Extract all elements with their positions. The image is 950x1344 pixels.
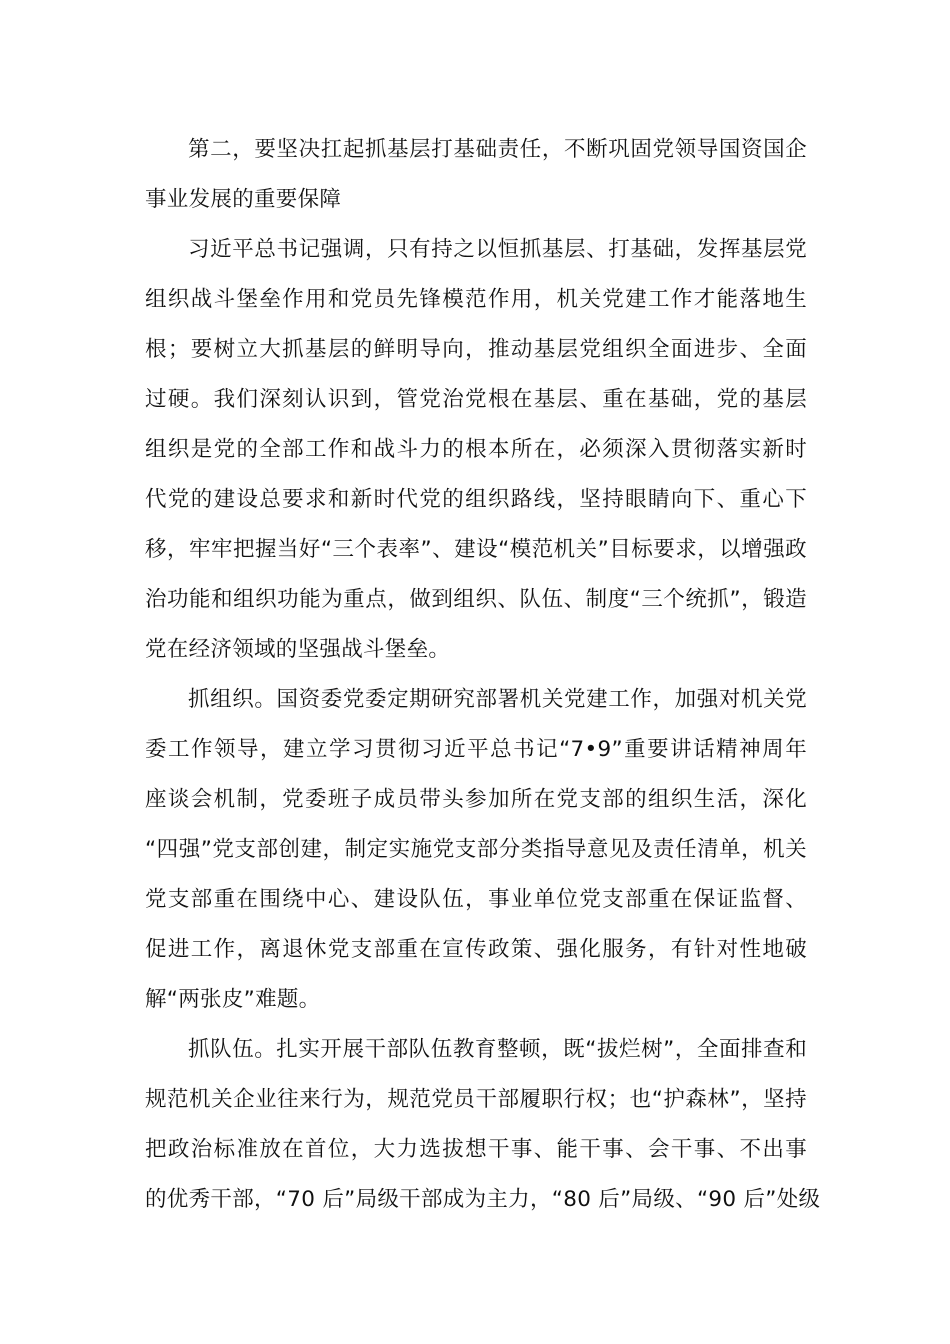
text-line: 根；要树立大抓基层的鲜明导向，推动基层党组织全面进步、全面 [145,337,807,362]
text-line: 党支部重在围绕中心、建设队伍，事业单位党支部重在保证监督、 [145,887,807,912]
text-line: 第二，要坚决扛起抓基层打基础责任，不断巩固党领导国资国企 [188,137,807,162]
text-line: 的优秀干部，“70 后”局级干部成为主力，“80 后”局级、“90 后”处级 [145,1187,821,1212]
text-line: 抓组织。国资委党委定期研究部署机关党建工作，加强对机关党 [188,687,807,712]
text-line: 规范机关企业往来行为，规范党员干部履职行权；也“护森林”，坚持 [145,1087,807,1112]
text-line: 移，牢牢把握当好“三个表率”、建设“模范机关”目标要求，以增强政 [145,537,807,562]
text-line: 解“两张皮”难题。 [145,987,321,1012]
paragraph-heading-second [145,125,807,225]
text-line: 习近平总书记强调，只有持之以恒抓基层、打基础，发挥基层党 [188,237,807,262]
paragraph-grasp-organization [145,675,807,1025]
text-line: 抓队伍。扎实开展干部队伍教育整顿，既“拔烂树”，全面排查和 [188,1037,807,1062]
text-line: 把政治标准放在首位，大力选拔想干事、能干事、会干事、不出事 [145,1137,807,1162]
text-line: “四强”党支部创建，制定实施党支部分类指导意见及责任清单，机关 [145,837,807,862]
text-line: 促进工作，离退休党支部重在宣传政策、强化服务，有针对性地破 [145,937,807,962]
text-line: 代党的建设总要求和新时代党的组织路线，坚持眼睛向下、重心下 [145,487,807,512]
document-body [145,125,821,1225]
text-line: 治功能和组织功能为重点，做到组织、队伍、制度“三个统抓”，锻造 [145,587,807,612]
text-line: 组织战斗堡垒作用和党员先锋模范作用，机关党建工作才能落地生 [145,287,807,312]
text-line: 党在经济领域的坚强战斗堡垒。 [145,637,451,662]
paragraph-grasp-team [145,1025,821,1225]
text-line: 委工作领导，建立学习贯彻习近平总书记“7•9”重要讲话精神周年 [145,737,807,762]
text-line: 事业发展的重要保障 [145,187,342,212]
text-line: 座谈会机制，党委班子成员带头参加所在党支部的组织生活，深化 [145,787,807,812]
paragraph-xi-emphasis [145,225,807,675]
text-line: 组织是党的全部工作和战斗力的根本所在，必须深入贯彻落实新时 [145,437,807,462]
text-line: 过硬。我们深刻认识到，管党治党根在基层、重在基础，党的基层 [145,387,807,412]
